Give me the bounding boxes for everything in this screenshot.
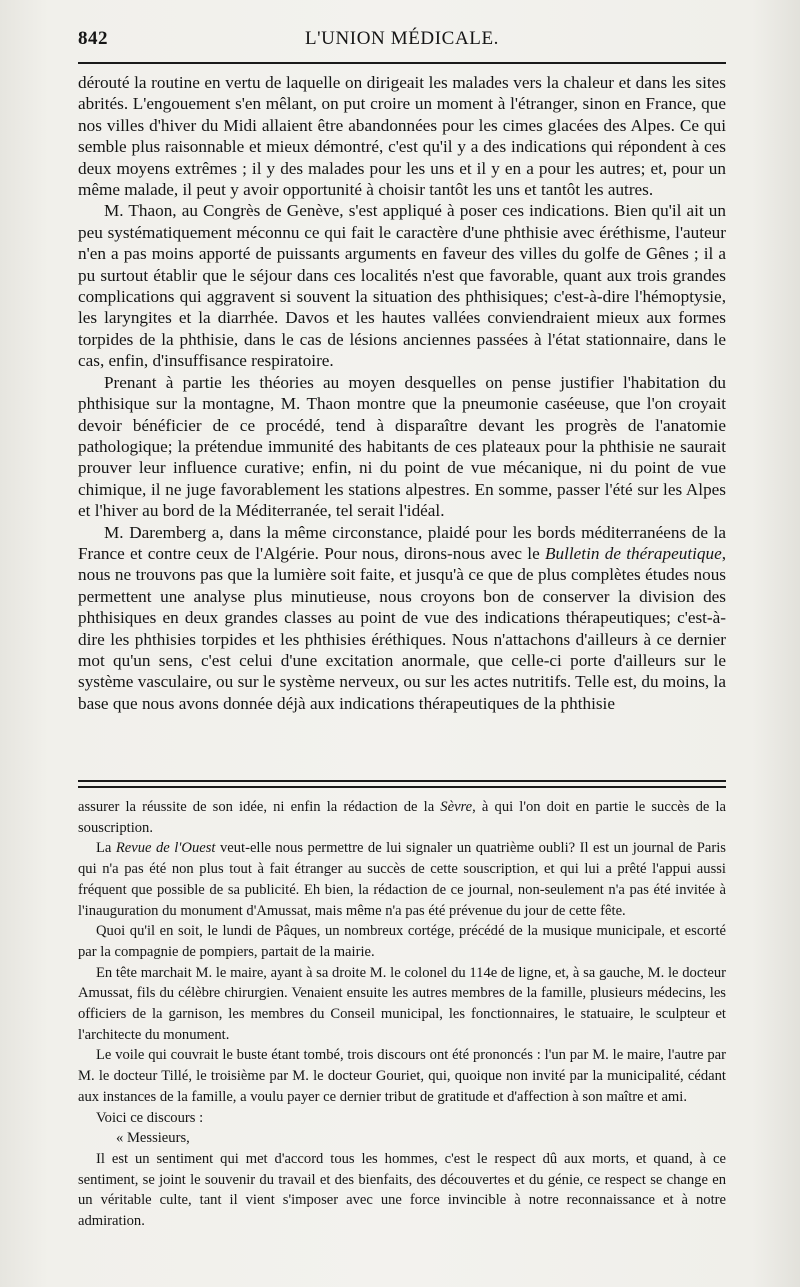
feuilleton-p2-b: veut-elle nous permettre de lui signaler un quatrième oubli? Il est un journal de Paris qui n'a pas été non plus tout à fait étranger au succès de cette souscription, et qui lui a prêté l'appui aussi fréquent que possible de sa publicité. Eh bien, la rédaction de ce journal, non-seulement n'a pas été invitée à l'inauguration du monument d'Amussat, mais même n'a pas été prévenue du jour de cette fête. [78, 840, 726, 919]
sevre-title: Sèvre [440, 799, 473, 815]
feuilleton-p1-b: , à qui l'on doit en partie le succès de la souscription. [78, 799, 726, 836]
feuilleton-p2-a: La [96, 840, 116, 857]
feuilleton-paragraph-2 [78, 838, 726, 921]
main-paragraph-2: M. Thaon, au Congrès de Genève, s'est appliqué à poser ces indications. Bien qu'il ait un peu systématiquement méconnu ce qui fait le caractère d'une phthisie avec éréthisme, l'auteur n'en a pas moins apporté de puissants arguments en faveur des villes du golfe de Gênes ; il a pu surtout établir que le séjour dans ces localités n'est que favorable, quant aux trois grandes complications qui aggravent si souvent la situation des phthisiques; c'est-à-dire l'hémoptysie, les laryngites et la diarrhée. Davos et les hautes vallées conviendraient mieux aux formes torpides de la phthisie, dans le cas de lésions anciennes passées à l'état stationnaire, dans le cas, enfin, d'insuffisance respiratoire. [78, 201, 726, 371]
page-header [78, 28, 726, 58]
running-head: L'UNION MÉDICALE. [304, 28, 500, 49]
header-rule [78, 62, 726, 64]
feuilleton-p1-a: assurer la réussite de son idée, ni enfin la rédaction de la [78, 799, 441, 815]
bulletin-title: Bulletin de thérapeutique [545, 543, 722, 563]
speech-paragraph-1: Il est un sentiment qui met d'accord tous les hommes, c'est le respect dû aux morts, et quand, à ce sentiment, se joint le souvenir du travail et des bienfaits, des découvertes et du génie, ce respect se change en un véritable culte, tant il vient s'imposer avec une force invincible à notre reconnaissance et à notre admiration. [78, 1150, 726, 1230]
feuilleton-rule-lower [78, 786, 726, 788]
feuilleton-paragraph-4: En tête marchait M. le maire, ayant à sa droite M. le colonel du 114e de ligne, et, à sa gauche, M. le docteur Amussat, fils du célèbre chirurgien. Venaient ensuite les autres membres de la famille, plusieurs médecins, les officiers de la garnison, les membres du Conseil municipal, les fonctionnaires, le statuaire, le sculpteur et l'architecte du monument. [78, 964, 726, 1043]
main-paragraph-4 [78, 522, 726, 715]
feuilleton-paragraph-5: Le voile qui couvrait le buste étant tombé, trois discours ont été prononcés : l'un par M. le maire, l'autre par M. le docteur Tillé, le troisième par M. le docteur Gouriet, qui, quoique non invité par la municipalité, cédant aux instances de la famille, a voulu payer ce dernier tribut de gratitude et d'affection à son maître et ami. [78, 1047, 726, 1105]
main-paragraph-1: dérouté la routine en vertu de laquelle on dirigeait les malades vers la chaleur et dans les sites abrités. L'engouement s'en mêlant, on put croire un moment à l'étranger, sinon en France, que nos villes d'hiver du Midi allaient être abandonnées pour les cimes glacées des Alpes. Ce qui semble plus raisonnable et mieux démontré, c'est qu'il y a des indications qui répondent à ces deux moyens extrêmes ; il y des malades pour les uns et il y en a pour les autres; et, pour un même malade, il peut y avoir opportunité à choisir tantôt les uns et tantôt les autres. [78, 73, 726, 200]
speech-salutation: « Messieurs, [116, 1130, 190, 1147]
main-paragraph-4-part-a: M. Daremberg a, dans la même circonstance, plaidé pour les bords méditerranéens de la France et contre ceux de l'Algérie. Pour nous, dirons-nous avec le [78, 522, 726, 563]
feuilleton-paragraph-6: Voici ce discours : [96, 1109, 204, 1126]
feuilleton-section [78, 797, 726, 1232]
feuilleton-paragraph-1 [78, 797, 726, 838]
page-number: 842 [78, 28, 108, 49]
feuilleton-paragraph-3: Quoi qu'il en soit, le lundi de Pâques, un nombreux cortége, précédé de la musique municipale, et escorté par la compagnie de pompiers, partait de la mairie. [78, 923, 726, 960]
main-article [78, 72, 726, 714]
feuilleton-rule-upper [78, 780, 726, 782]
main-paragraph-4-part-b: , nous ne trouvons pas que la lumière soit faite, et jusqu'à ce que de plus complètes études nous permettent une analyse plus minutieuse, nous croyons bon de conserver la division des phthisiques en deux grandes classes au point de vue des indications thérapeutiques; c'est-à-dire les phthisies torpides et les phthisies éréthiques. Nous n'attachons d'ailleurs à ce dernier mot qu'un sens, c'est celui d'une excitation anormale, que celle-ci porte d'ailleurs sur le système vasculaire, ou sur le système nerveux, ou sur les actes nutritifs. Telle est, du moins, la base que nous avons donnée déjà aux indications thérapeutiques de la phthisie [78, 543, 727, 713]
revue-title: Revue de l'Ouest [115, 840, 216, 857]
main-paragraph-3: Prenant à partie les théories au moyen desquelles on pense justifier l'habitation du phthisique sur la montagne, M. Thaon montre que la pneumonie caséeuse, que l'on croyait devoir bénéficier de ce procédé, tend à disparaître devant les progrès de l'anatomie pathologique; la prétendue immunité des habitants de ces plateaux pour la phthisie ne saurait prouver leur influence curative; enfin, ni du point de vue mécanique, ni du point de vue chimique, il ne juge favorablement les stations alpestres. En somme, passer l'été sur les Alpes et l'hiver au bord de la Méditerranée, tel serait l'idéal. [78, 372, 726, 521]
